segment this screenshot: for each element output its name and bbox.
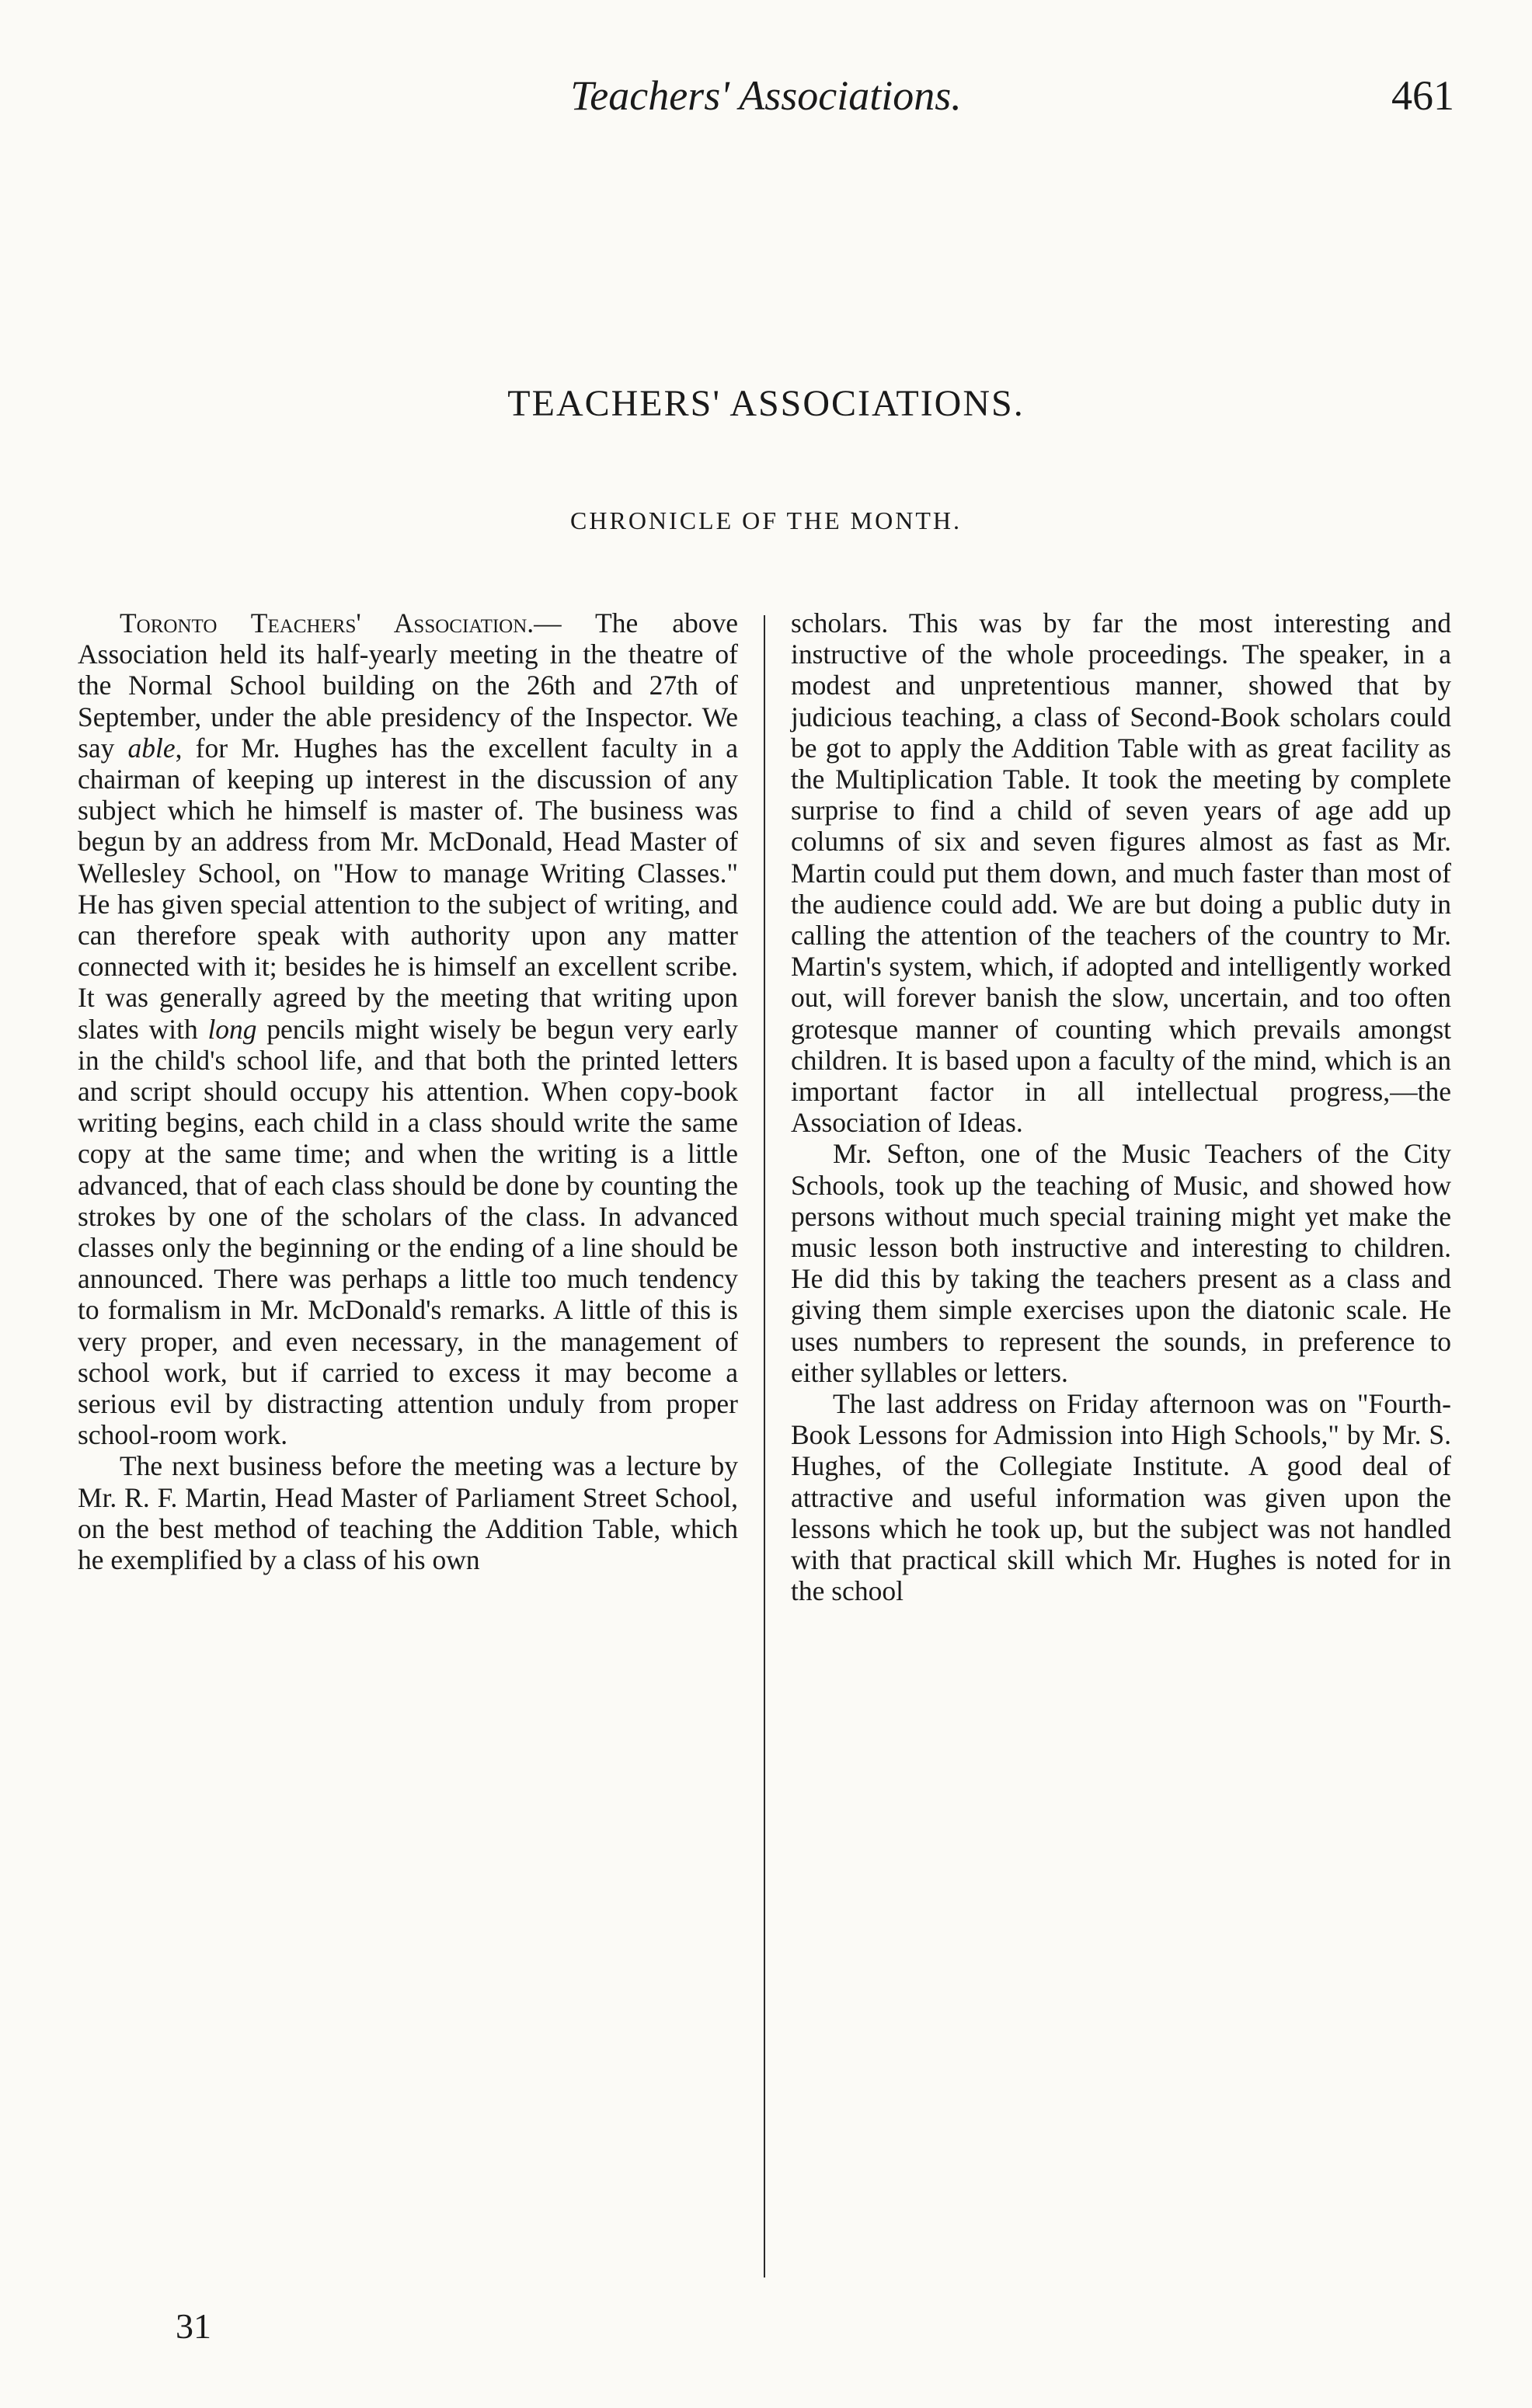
running-head [0,71,1532,134]
signature-mark: 31 [176,2306,211,2346]
article-subtitle: CHRONICLE OF THE MONTH. [570,506,962,534]
paragraph-martin-lecture: The next business before the meeting was a lecture by Mr. R. F. Martin, Head Master of Parliament Street School, on the best method of teaching the Addition Table, which he exemplified by a class of his own [78,1450,738,1576]
paragraph-toronto-association [78,607,738,1450]
paragraph-hughes-address: The last address on Friday afternoon was on "Fourth-Book Lessons for Admission into High Schools," by Mr. S. Hughes, of the Collegiate Institute. A good deal of attractive and useful information was given upon the lessons which he took up, but the subject was not handled with that practical skill which Mr. Hughes is noted for in the school [791,1388,1451,1607]
right-column [791,607,1451,1607]
left-column [78,607,738,1575]
paragraph-text: pencils might wisely be begun very early in the child's school life, and that both the printed letters and script should occupy his attention. When copy-book writing begins, each child in a class should write the same copy at the same time; and when the writing is a little advanced, that of each class should be done by counting the strokes by one of the scholars of the class. In advanced classes only the beginning or the ending of a line should be announced. There was perhaps a little too much tendency to formalism in Mr. McDonald's remarks. A little of this is very proper, and even necessary, in the management of school work, but if carried to excess it may become a serious evil by distracting attention unduly from proper school-room work. [78,1013,738,1451]
paragraph-sefton-music: Mr. Sefton, one of the Music Teachers of the City Schools, took up the teaching of Music, and showed how persons without much special training might yet make the music lesson both instructive and interesting to children. He did this by taking the teachers present as a class and giving them simple exercises upon the diatonic scale. He uses numbers to represent the sounds, in preference to either syllables or letters. [791,1138,1451,1388]
paragraph-text: , for Mr. Hughes has the excellent faculty in a chairman of keeping up interest in the discussion of any subject which he himself is master of. The business was begun by an address from Mr. McDonald, Head Master of Wellesley School, on "How to manage Writing Classes." He has given special attention to the subject of writing, and can therefore speak with authority upon any matter connected with it; besides he is himself an excellent scribe. It was generally agreed by the meeting that writing upon slates with [78,732,738,1045]
page-number: 461 [1391,72,1454,119]
paragraph-martin-continued: scholars. This was by far the most interesting and instructive of the whole proceedings. The speaker, in a modest and unpretentious manner, showed that by judicious teaching, a class of Second-Book scholars could be got to apply the Addition Table with as great facility as the Multiplication Table. It took the meeting by complete surprise to find a child of seven years of age add up columns of six and seven figures almost as fast as Mr. Martin could put them down, and much faster than most of the audience could add. We are but doing a public duty in calling the attention of the teachers of the country to Mr. Martin's system, which, if adopted and intelligently worked out, will forever banish the slow, uncertain, and too often grotesque manner of counting which prevails amongst children. It is based upon a faculty of the mind, which is an important factor in all intellectual progress,—the Association of Ideas. [791,607,1451,1139]
section-lead-in: Toronto Teachers' Association. [120,607,534,639]
emphasis-word: able [127,732,176,764]
emphasis-word: long [207,1013,257,1045]
column-divider [764,615,765,2278]
running-title: Teachers' Associations. [570,72,962,119]
paragraph-text: — The above Association held its half-yearly meeting in the theatre of the Normal School building on the 26th and 27th of September, under the able presidency of the Inspector. We say [78,607,738,764]
article-title: TEACHERS' ASSOCIATIONS. [507,383,1025,424]
